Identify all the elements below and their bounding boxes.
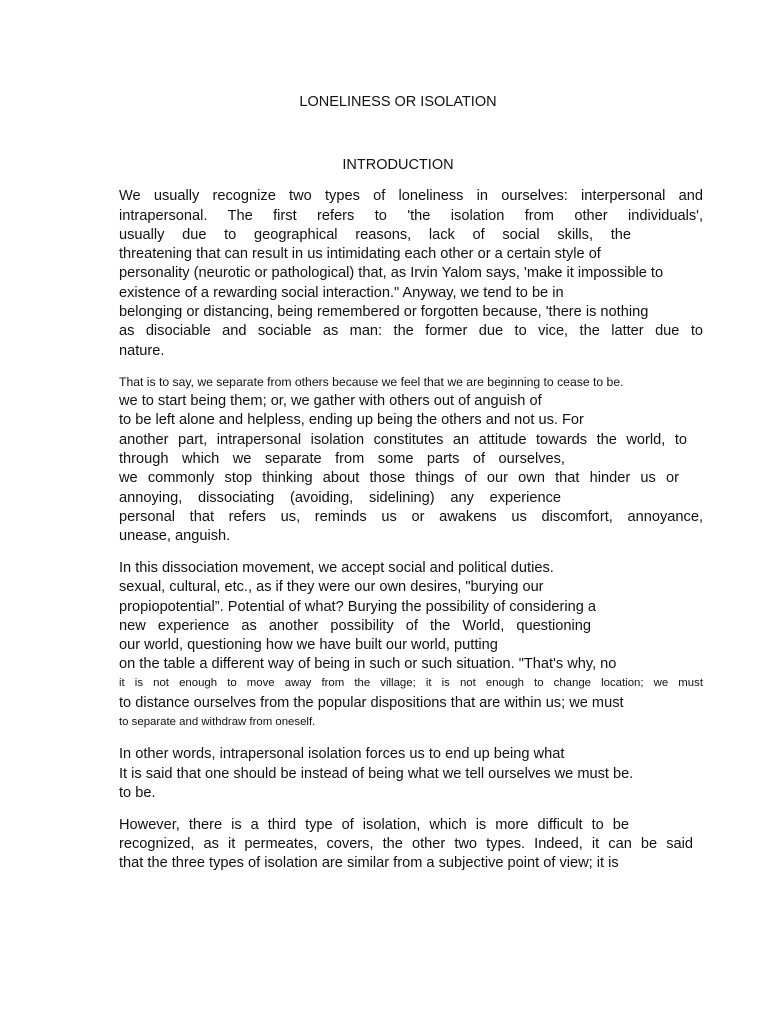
paragraph-3-line: sexual, cultural, etc., as if they were our own desires, "burying our [119, 579, 544, 595]
paragraph-2-line: we commonly stop thinking about those things of our own that hinder us or [119, 470, 679, 486]
paragraph-2-line: annoying, dissociating (avoiding, sidelining) any experience [119, 490, 561, 506]
paragraph-1-line: belonging or distancing, being remembered or forgotten because, 'there is nothing [119, 304, 649, 320]
paragraph-2-line: to be left alone and helpless, ending up being the others and not us. For [119, 412, 584, 428]
document-title: LONELINESS OR ISOLATION [299, 94, 497, 110]
paragraph-4-line: It is said that one should be instead of being what we tell ourselves we must be. [119, 766, 634, 782]
paragraph-5-line: recognized, as it permeates, covers, the other two types. Indeed, it can be said [119, 836, 693, 852]
paragraph-1-line: as disociable and sociable as man: the former due to vice, the latter due to [119, 323, 703, 339]
paragraph-3-line: our world, questioning how we have built our world, putting [119, 637, 498, 653]
paragraph-1-line: We usually recognize two types of loneliness in ourselves: interpersonal and [119, 188, 703, 204]
section-heading: INTRODUCTION [342, 157, 454, 173]
paragraph-5-line: However, there is a third type of isolation, which is more difficult to be [119, 817, 629, 833]
paragraph-2-line: personal that refers us, reminds us or awakens us discomfort, annoyance, [119, 509, 703, 525]
paragraph-3-line: on the table a different way of being in such or such situation. "That's why, no [119, 656, 617, 672]
paragraph-2-line: That is to say, we separate from others because we feel that we are beginning to cease to be. [119, 375, 624, 389]
paragraph-1-line: threatening that can result in us intimidating each other or a certain style of [119, 246, 601, 262]
paragraph-2-line: we to start being them; or, we gather with others out of anguish of [119, 393, 542, 409]
paragraph-2-line: another part, intrapersonal isolation constitutes an attitude towards the world, to [119, 432, 687, 448]
paragraph-3-line: In this dissociation movement, we accept social and political duties. [119, 560, 554, 576]
paragraph-1-line: personality (neurotic or pathological) that, as Irvin Yalom says, 'make it impossible to [119, 265, 664, 281]
paragraph-1-line: intrapersonal. The first refers to 'the isolation from other individuals', [119, 208, 703, 224]
paragraph-3-line: propiopotential”. Potential of what? Burying the possibility of considering a [119, 599, 597, 615]
paragraph-1-line: usually due to geographical reasons, lack of social skills, the [119, 227, 631, 243]
paragraph-3-line: it is not enough to move away from the village; it is not enough to change location; we must [119, 677, 703, 689]
paragraph-5-line: that the three types of isolation are similar from a subjective point of view; it is [119, 855, 619, 871]
paragraph-3-line: new experience as another possibility of the World, questioning [119, 618, 591, 634]
paragraph-4-line: to be. [119, 785, 156, 801]
paragraph-3-line: to distance ourselves from the popular dispositions that are within us; we must [119, 695, 624, 711]
paragraph-1-line: existence of a rewarding social interaction." Anyway, we tend to be in [119, 285, 564, 301]
paragraph-2-line: unease, anguish. [119, 528, 231, 544]
paragraph-2-line: through which we separate from some parts of ourselves, [119, 451, 565, 467]
paragraph-3-line: to separate and withdraw from oneself. [119, 716, 316, 728]
paragraph-4-line: In other words, intrapersonal isolation forces us to end up being what [119, 746, 565, 762]
paragraph-1-line: nature. [119, 343, 165, 359]
